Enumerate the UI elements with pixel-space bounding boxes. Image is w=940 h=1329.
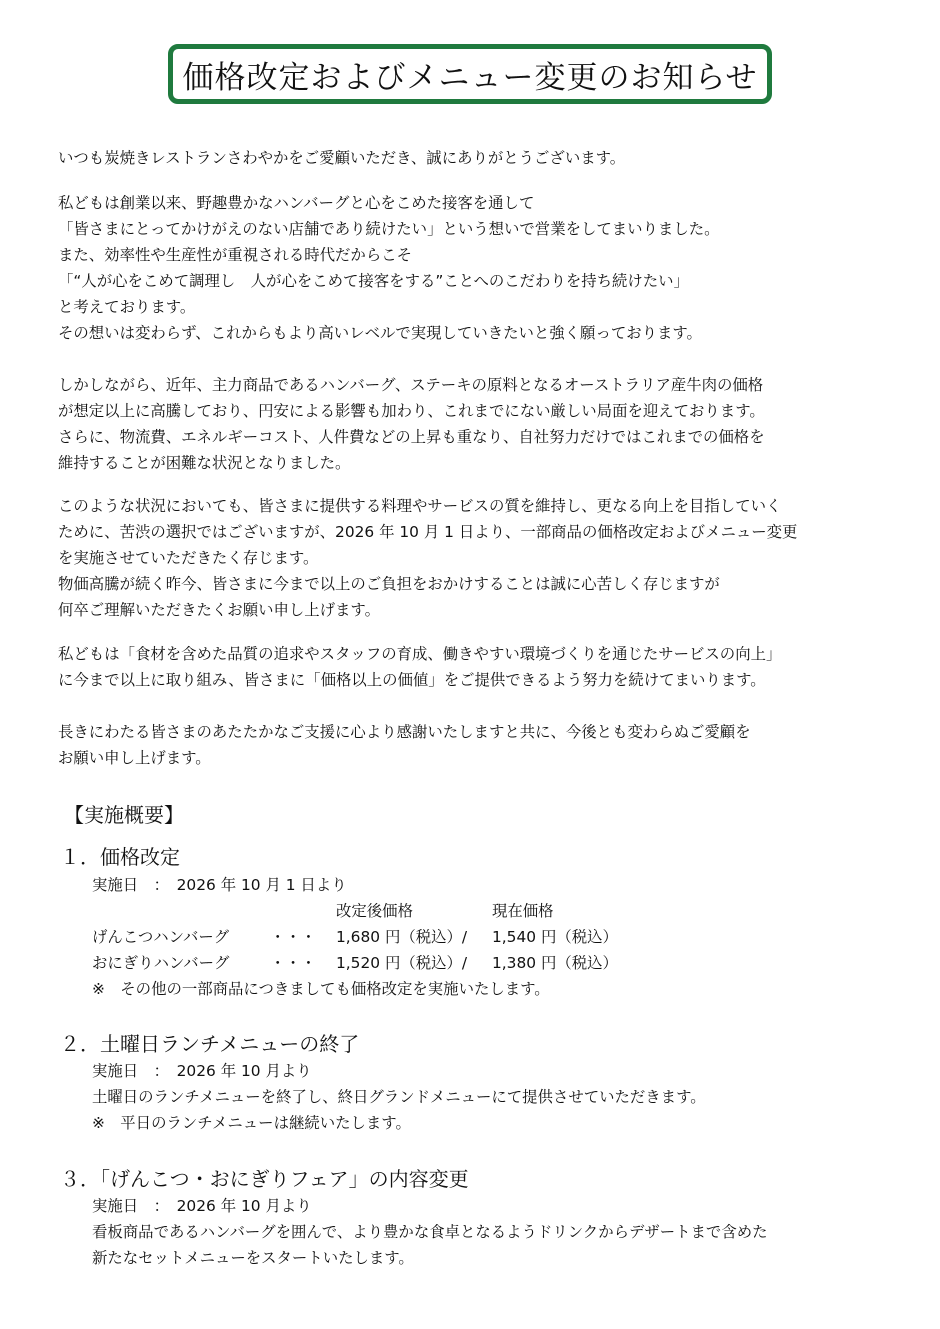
text-line: を実施させていただきたく存じます。 bbox=[58, 549, 319, 567]
item1-body bbox=[92, 872, 652, 1002]
col-after-price: 改定後価格 bbox=[336, 902, 413, 920]
item3-body bbox=[92, 1193, 768, 1271]
thanks-paragraph bbox=[58, 719, 888, 771]
item2-line: 土曜日のランチメニューを終了し、終日グランドメニューにて提供させていただきます。 bbox=[92, 1088, 706, 1106]
item3-date: 実施日 ： 2026 年 10 月より bbox=[92, 1197, 312, 1215]
after-price: 1,680 円（税込）/ bbox=[336, 928, 468, 946]
col-current-price: 現在価格 bbox=[492, 902, 554, 920]
item2-heading: ２．土曜日ランチメニューの終了 bbox=[60, 1032, 360, 1056]
title-frame bbox=[168, 44, 772, 104]
current-price: 1,380 円（税込） bbox=[492, 954, 618, 972]
price-table-header bbox=[92, 898, 652, 924]
text-line: と考えております。 bbox=[58, 298, 196, 316]
commitment-paragraph bbox=[58, 641, 888, 693]
text-line: 「“人が心をこめて調理し 人が心をこめて接客をする”ことへのこだわりを持ち続けたい」 bbox=[58, 272, 689, 290]
text-line: また、効率性や生産性が重視される時代だからこそ bbox=[58, 246, 412, 264]
text-line: 維持することが困難な状況となりました。 bbox=[58, 454, 351, 472]
text-line: このような状況においても、皆さまに提供する料理やサービスの質を維持し、更なる向上を目指していく bbox=[58, 497, 782, 515]
text-line: 私どもは「食材を含めた品質の追求やスタッフの育成、働きやすい環境づくりを通じたサービスの向上」 bbox=[58, 645, 782, 663]
text-line: 私どもは創業以来、野趣豊かなハンバーグと心をこめた接客を通して bbox=[58, 194, 535, 212]
text-line: ために、苦渋の選択ではございますが、2026 年 10 月 1 日より、一部商品の価格改定およびメニュー変更 bbox=[58, 523, 798, 541]
after-price: 1,520 円（税込）/ bbox=[336, 954, 468, 972]
current-price: 1,540 円（税込） bbox=[492, 928, 618, 946]
overview-heading: 【実施概要】 bbox=[64, 803, 184, 827]
text-line: その想いは変わらず、これからもより高いレベルで実現していきたいと強く願っております。 bbox=[58, 324, 702, 342]
text-line: 物価高騰が続く昨今、皆さまに今まで以上のご負担をおかけすることは誠に心苦しく存じますが bbox=[58, 575, 720, 593]
item1-date: 実施日 ： 2026 年 10 月 1 日より bbox=[92, 876, 347, 894]
text-line: 「皆さまにとってかけがえのない店舗であり続けたい」という想いで営業をしてまいりました。 bbox=[58, 220, 720, 238]
item2-body bbox=[92, 1058, 706, 1136]
text-line: さらに、物流費、エネルギーコスト、人件費などの上昇も重なり、自社努力だけではこれまでの価格を bbox=[58, 428, 765, 446]
text-line: 長きにわたる皆さまのあたたかなご支援に心より感謝いたしますと共に、今後とも変わらぬご愛顧を bbox=[58, 723, 751, 741]
leader-dots: ・・・ bbox=[270, 954, 317, 972]
item3-line: 新たなセットメニューをスタートいたします。 bbox=[92, 1249, 414, 1267]
text-line: お願い申し上げます。 bbox=[58, 749, 211, 767]
item2-date: 実施日 ： 2026 年 10 月より bbox=[92, 1062, 312, 1080]
item1-heading: １．価格改定 bbox=[60, 845, 180, 869]
page-title: 価格改定およびメニュー変更のお知らせ bbox=[182, 59, 758, 96]
price-row-onigiri bbox=[92, 950, 652, 976]
item3-heading: ３．「げんこつ・おにぎりフェア」の内容変更 bbox=[60, 1167, 469, 1191]
text-line: しかしながら、近年、主力商品であるハンバーグ、ステーキの原料となるオーストラリア産牛肉の価格 bbox=[58, 376, 764, 394]
text-line: 何卒ご理解いただきたくお願い申し上げます。 bbox=[58, 601, 380, 619]
product-name: げんこつハンバーグ bbox=[92, 928, 230, 946]
text-line: が想定以上に高騰しており、円安による影響も加わり、これまでにない厳しい局面を迎えております。 bbox=[58, 402, 765, 420]
item2-note: ※ 平日のランチメニューは継続いたします。 bbox=[92, 1114, 411, 1132]
text-line: いつも炭焼きレストランさわやかをご愛顧いただき、誠にありがとうございます。 bbox=[58, 149, 626, 167]
price-revision-paragraph bbox=[58, 493, 888, 623]
item3-line: 看板商品であるハンバーグを囲んで、より豊かな食卓となるようドリンクからデザートまで含めた bbox=[92, 1223, 768, 1241]
leader-dots: ・・・ bbox=[270, 928, 317, 946]
cost-increase-paragraph bbox=[58, 372, 888, 476]
item1-note: ※ その他の一部商品につきましても価格改定を実施いたします。 bbox=[92, 980, 550, 998]
text-line: に今まで以上に取り組み、皆さまに「価格以上の価値」をご提供できるよう努力を続けてまいります。 bbox=[58, 671, 766, 689]
price-row-genkotsu bbox=[92, 924, 652, 950]
greeting-paragraph bbox=[58, 145, 888, 171]
founding-philosophy-paragraph bbox=[58, 190, 888, 346]
product-name: おにぎりハンバーグ bbox=[92, 954, 230, 972]
